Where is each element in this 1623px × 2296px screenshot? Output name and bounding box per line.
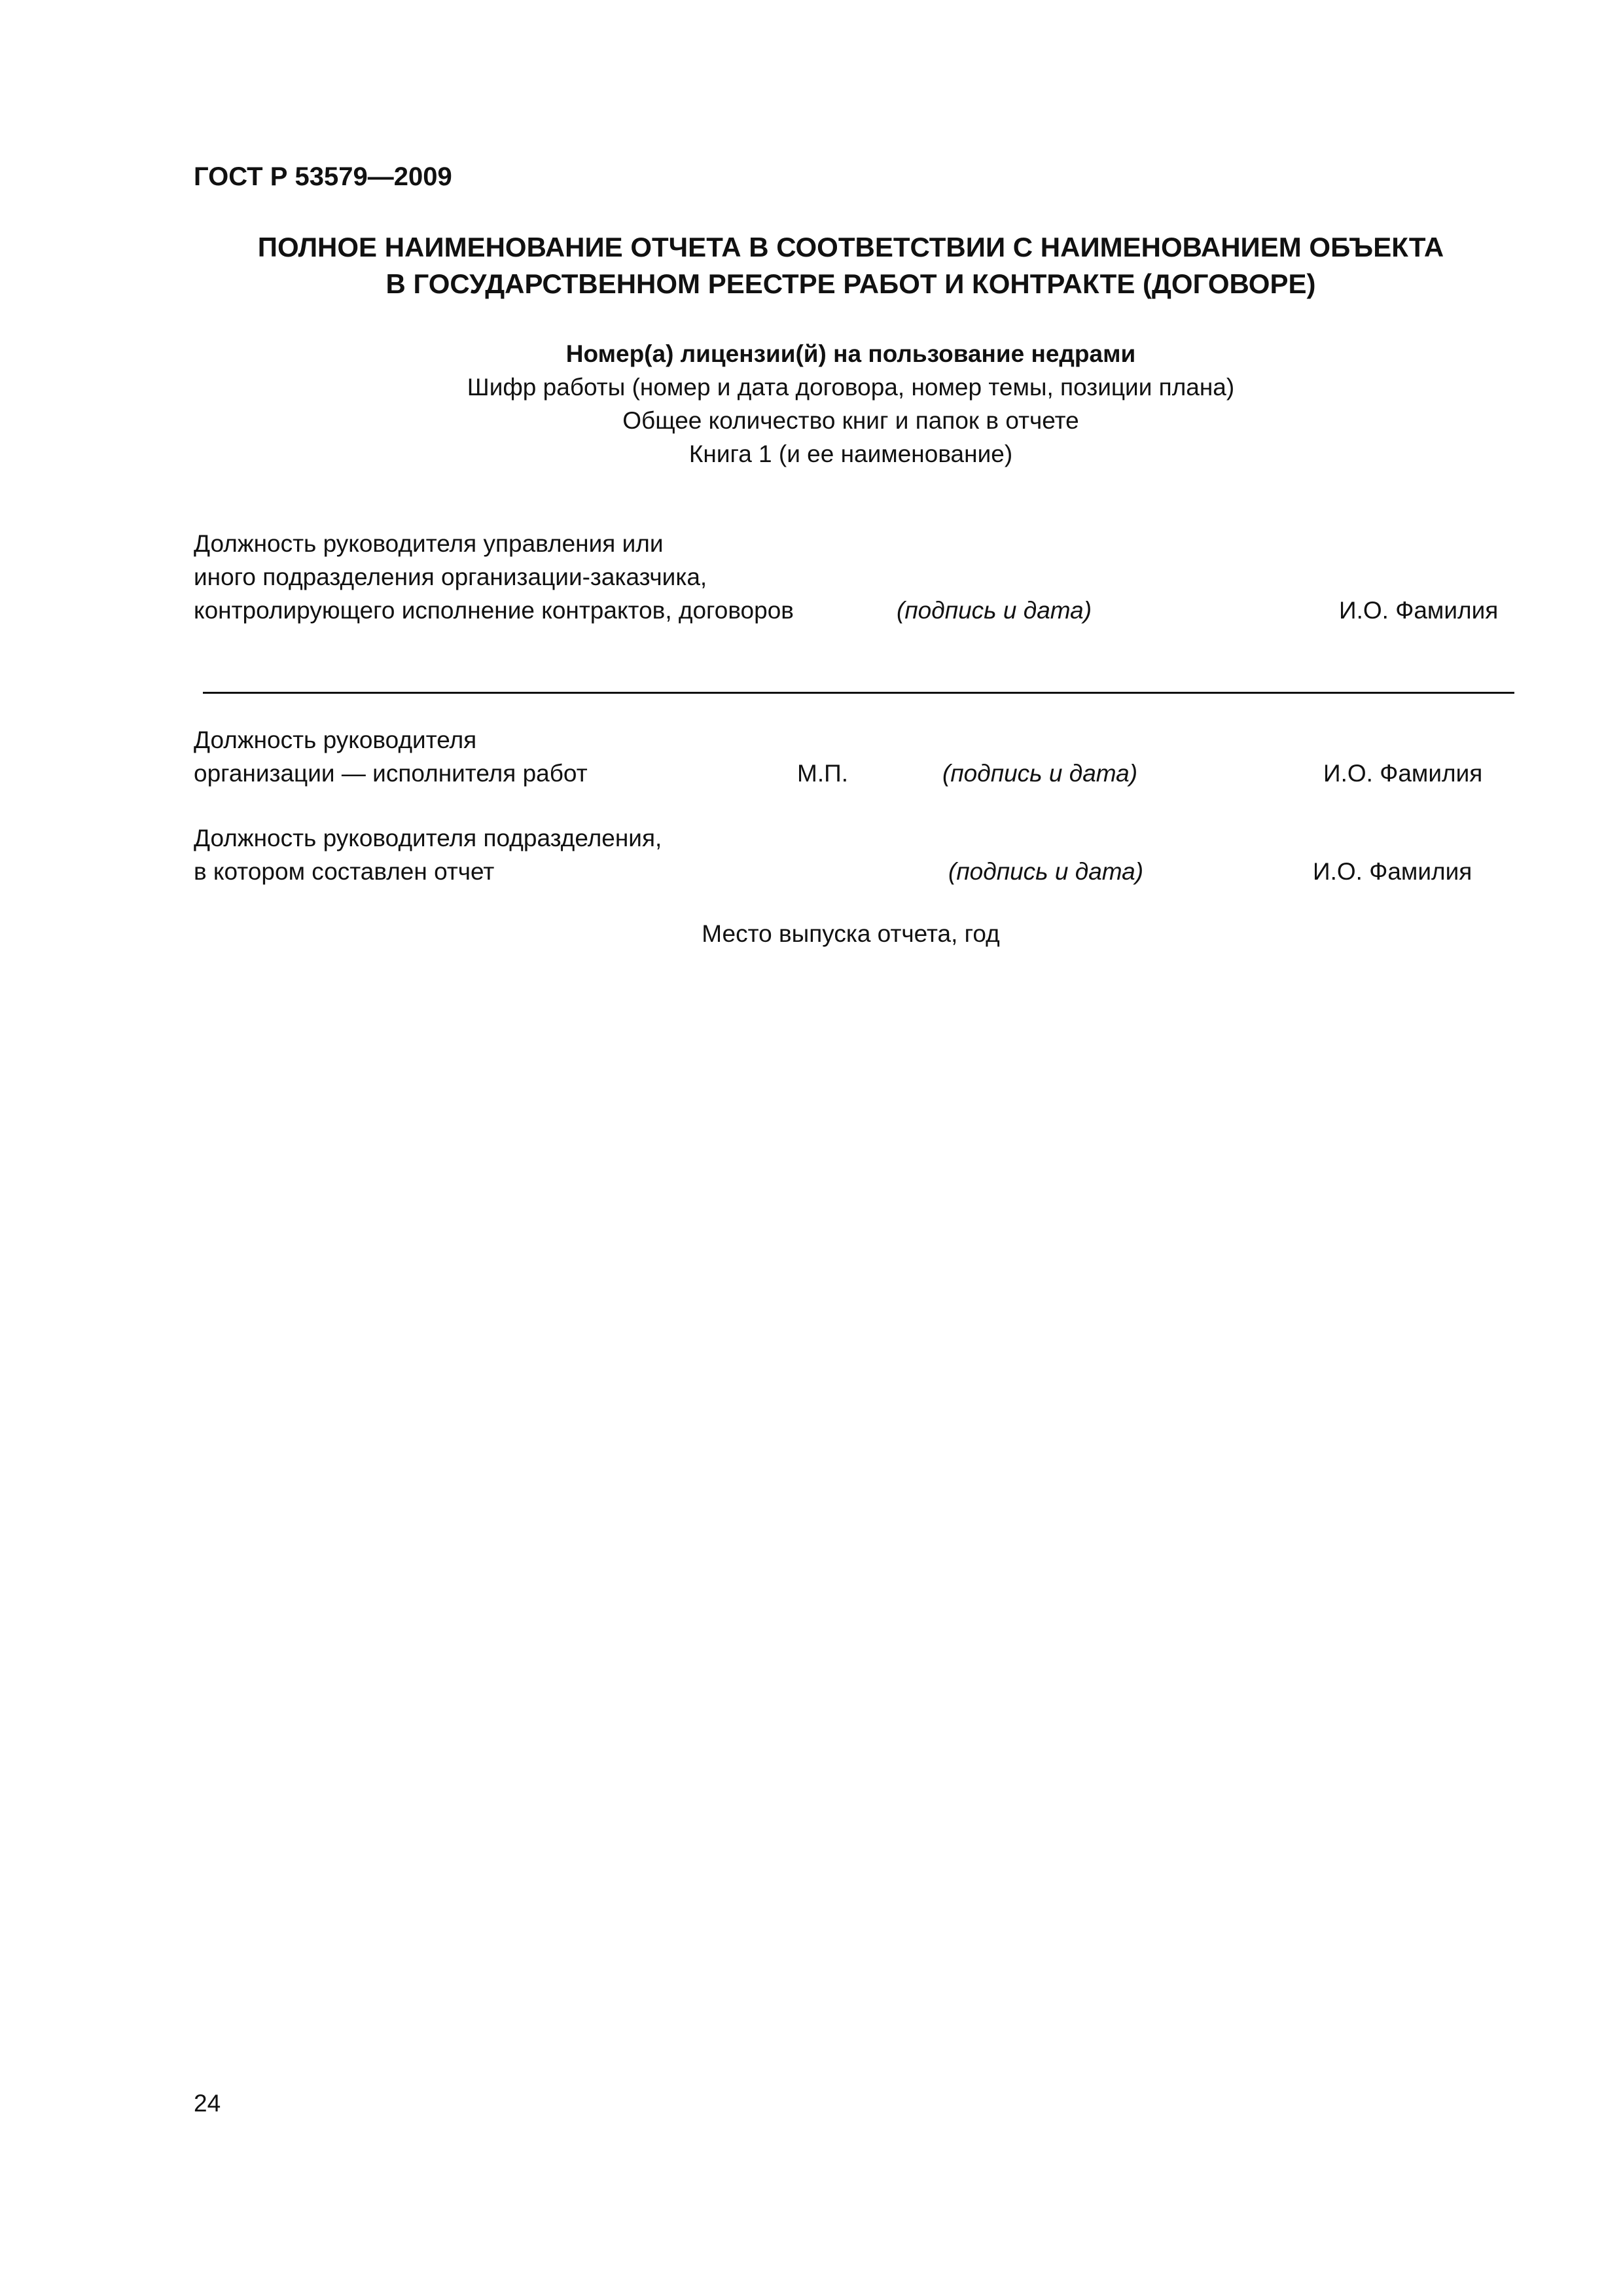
report-title <box>0 229 1623 302</box>
customer-name: И.О. Фамилия <box>1339 597 1499 624</box>
customer-position-line-2: иного подразделения организации-заказчика, <box>194 564 707 590</box>
customer-position-line-1: Должность руководителя управления или <box>194 530 664 557</box>
customer-position <box>194 527 794 627</box>
page-number: 24 <box>194 2090 221 2117</box>
customer-position-line-3: контролирующего исполнение контрактов, договоров <box>194 597 794 624</box>
division-name: И.О. Фамилия <box>1313 858 1472 885</box>
report-title-line-2: В ГОСУДАРСТВЕННОМ РЕЕСТРЕ РАБОТ И КОНТРАКТЕ (ДОГОВОРЕ) <box>385 268 1316 299</box>
separator-line <box>203 692 1514 694</box>
work-cipher: Шифр работы (номер и дата договора, номер темы, позиции плана) <box>467 374 1235 401</box>
books-count: Общее количество книг и папок в отчете <box>622 407 1079 434</box>
place-and-year: Место выпуска отчета, год <box>702 920 1000 947</box>
contractor-signature-date: (подпись и дата) <box>942 760 1138 787</box>
contractor-position-line-1: Должность руководителя <box>194 726 477 753</box>
contractor-stamp-place: М.П. <box>797 760 848 787</box>
contractor-position-line-2: организации — исполнителя работ <box>194 760 588 787</box>
customer-signature-date: (подпись и дата) <box>897 597 1092 624</box>
license-numbers: Номер(а) лицензии(й) на пользование недрами <box>565 340 1136 367</box>
division-position-line-1: Должность руководителя подразделения, <box>194 825 662 852</box>
document-code: ГОСТ Р 53579—2009 <box>194 162 452 191</box>
contractor-position <box>194 723 588 790</box>
division-signature-date: (подпись и дата) <box>948 858 1144 885</box>
report-title-line-1: ПОЛНОЕ НАИМЕНОВАНИЕ ОТЧЕТА В СООТВЕТСТВИИ С НАИМЕНОВАНИЕМ ОБЪЕКТА <box>257 232 1444 262</box>
division-position <box>194 821 662 888</box>
book-name: Книга 1 (и ее наименование) <box>688 440 1013 467</box>
report-info-block <box>0 337 1623 471</box>
contractor-name: И.О. Фамилия <box>1323 760 1483 787</box>
division-position-line-2: в котором составлен отчет <box>194 858 495 885</box>
